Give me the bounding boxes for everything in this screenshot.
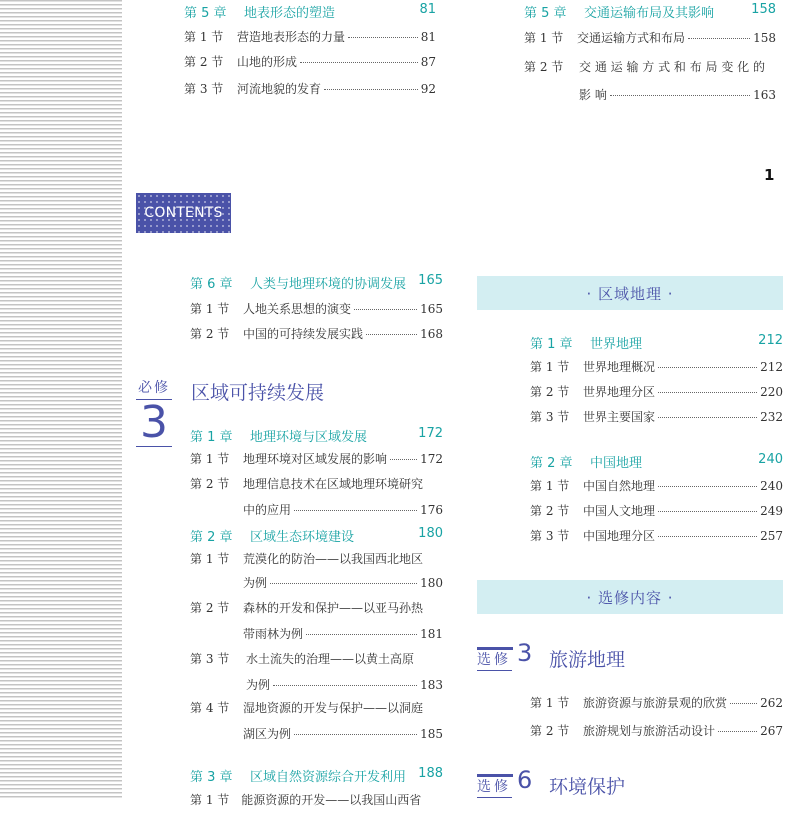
section-title-line2: 为例 [243, 576, 268, 590]
section-page: 87 [420, 55, 436, 69]
section-entry[interactable] [530, 691, 783, 716]
section-number: 第 1 节 [190, 452, 230, 466]
section-title-line2: 中的应用 [243, 503, 292, 517]
leader-dots [324, 89, 418, 90]
chapter-title: 交通运输布局及其影响 [584, 6, 715, 21]
section-number: 第 1 节 [530, 360, 570, 374]
section-title-line2: 带雨林为例 [243, 627, 304, 641]
section-title: 中国人文地理 [583, 504, 656, 518]
section-page: 168 [420, 327, 443, 341]
section-entry[interactable] [190, 447, 443, 472]
section-entry-partial[interactable] [190, 788, 443, 813]
module-title[interactable]: 区域可持续发展 [191, 382, 325, 404]
chapter-number: 第 5 章 [524, 6, 567, 21]
section-entry[interactable] [524, 55, 776, 108]
module-tag: 必修 [136, 377, 172, 400]
section-page: 220 [760, 385, 783, 399]
section-entry[interactable] [190, 322, 443, 347]
section-number: 第 2 节 [184, 55, 224, 69]
section-entry[interactable] [530, 524, 783, 549]
chapter-heading[interactable] [524, 2, 776, 22]
section-number: 第 2 节 [530, 504, 570, 518]
section-banner-regional: · 区域地理 · [477, 276, 783, 310]
section-number: 第 1 节 [184, 30, 224, 44]
section-number: 第 3 节 [190, 652, 230, 666]
leader-dots [348, 37, 418, 38]
chapter-page: 165 [418, 273, 443, 288]
section-title-line1: 交 通 运 输 方 式 和 布 局 变 化 的 [579, 60, 765, 74]
section-entry[interactable] [530, 380, 783, 405]
section-banner-elective: · 选修内容 · [477, 580, 783, 614]
elective-tag: 选修 [477, 776, 512, 798]
leader-dots [273, 685, 417, 686]
module-number: 3 [136, 400, 172, 447]
section-page: 262 [760, 696, 783, 710]
chapter-page: 188 [418, 766, 443, 781]
section-number: 第 2 节 [190, 601, 230, 615]
section-title: 中国地理分区 [583, 529, 656, 543]
section-entry[interactable] [530, 499, 783, 524]
elective-title: 旅游地理 [549, 649, 626, 671]
section-title: 世界主要国家 [583, 410, 656, 424]
leader-dots [610, 95, 750, 96]
chapter-number: 第 6 章 [190, 277, 233, 292]
leader-dots [658, 511, 757, 512]
chapter-page: 240 [758, 452, 783, 467]
leader-dots [730, 703, 757, 704]
contents-label: CONTENTS [136, 193, 231, 233]
section-page: 240 [760, 479, 783, 493]
elective-number: 6 [517, 766, 533, 794]
leader-dots [658, 417, 757, 418]
chapter-heading[interactable] [184, 2, 436, 22]
section-number: 第 1 节 [190, 302, 230, 316]
section-title: 世界地理分区 [583, 385, 656, 399]
module-marker [136, 377, 172, 447]
section-page: 176 [420, 503, 443, 517]
section-title: 旅游资源与旅游景观的欣赏 [583, 696, 728, 710]
chapter-title: 世界地理 [590, 337, 643, 352]
leader-dots [270, 583, 417, 584]
section-page: 257 [760, 529, 783, 543]
section-number: 第 3 节 [530, 410, 570, 424]
section-page: 163 [753, 88, 776, 102]
chapter-title: 地理环境与区域发展 [250, 430, 368, 445]
section-title-line1: 森林的开发和保护——以亚马孙热 [243, 601, 424, 615]
section-page: 180 [420, 576, 443, 590]
leader-dots [306, 634, 417, 635]
section-title-line1: 湿地资源的开发与保护——以洞庭 [243, 701, 424, 715]
chapter-heading[interactable] [190, 526, 443, 546]
section-number: 第 1 节 [524, 31, 564, 45]
section-title-line2: 湖区为例 [243, 727, 292, 741]
section-number: 第 1 节 [530, 479, 570, 493]
section-number: 第 2 节 [530, 385, 570, 399]
section-entry[interactable] [190, 696, 443, 747]
chapter-page: 81 [419, 2, 436, 17]
leader-dots [658, 392, 757, 393]
leader-dots [294, 510, 417, 511]
section-title: 地理环境对区域发展的影响 [243, 452, 388, 466]
section-page: 92 [420, 82, 436, 96]
section-page: 249 [760, 504, 783, 518]
chapter-number: 第 2 章 [190, 530, 233, 545]
section-entry[interactable] [184, 50, 436, 75]
section-title-line1: 地理信息技术在区域地理环境研究 [243, 477, 424, 491]
chapter-title: 区域生态环境建设 [250, 530, 355, 545]
section-title: 中国自然地理 [583, 479, 656, 493]
section-number: 第 2 节 [190, 477, 230, 491]
toc-top-left [184, 0, 436, 110]
toc-top-right [524, 0, 776, 110]
chapter-title: 地表形态的塑造 [244, 6, 336, 21]
chapter-heading[interactable] [530, 452, 783, 472]
page-number: 1 [764, 166, 775, 184]
section-number: 第 2 节 [530, 724, 570, 738]
elective-number: 3 [517, 639, 533, 667]
section-page: 81 [420, 30, 436, 44]
section-title-line1: 水土流失的治理——以黄土高原 [246, 652, 415, 666]
leader-dots [718, 731, 757, 732]
section-number: 第 3 节 [184, 82, 224, 96]
toc-left-column [190, 270, 443, 807]
section-title: 旅游规划与旅游活动设计 [583, 724, 716, 738]
section-page: 185 [420, 727, 443, 741]
section-entry[interactable] [190, 596, 443, 647]
toc-right-column [530, 330, 783, 750]
section-entry[interactable] [530, 719, 783, 744]
section-page: 165 [420, 302, 443, 316]
leader-dots [390, 459, 417, 460]
chapter-page: 180 [418, 526, 443, 541]
section-title: 第 1 节 能源资源的开发——以我国山西省 [190, 793, 422, 807]
section-number: 第 1 节 [190, 552, 230, 566]
section-entry[interactable] [190, 547, 443, 596]
section-number: 第 4 节 [190, 701, 230, 715]
leader-dots [300, 62, 418, 63]
chapter-title: 区域自然资源综合开发利用 [250, 770, 407, 785]
chapter-heading[interactable] [190, 766, 443, 786]
elective-title: 环境保护 [549, 776, 626, 798]
chapter-number: 第 3 章 [190, 770, 233, 785]
chapter-page: 158 [751, 2, 776, 17]
elective-tag: 选修 [477, 649, 512, 671]
section-page: 183 [420, 678, 443, 692]
section-number: 第 1 节 [530, 696, 570, 710]
section-title: 山地的形成 [237, 55, 298, 69]
leader-dots [688, 38, 750, 39]
section-entry[interactable] [530, 474, 783, 499]
chapter-title: 中国地理 [590, 456, 643, 471]
section-title-line2: 影 响 [579, 88, 607, 102]
section-number: 第 3 节 [530, 529, 570, 543]
section-title: 营造地表形态的力量 [237, 30, 346, 44]
section-title: 世界地理概况 [583, 360, 656, 374]
leader-dots [658, 536, 757, 537]
section-page: 158 [753, 31, 776, 45]
chapter-number: 第 2 章 [530, 456, 573, 471]
section-title: 中国的可持续发展实践 [243, 327, 364, 341]
chapter-heading[interactable] [190, 426, 443, 446]
leader-dots [658, 486, 757, 487]
section-entry[interactable] [190, 297, 443, 322]
chapter-heading[interactable] [530, 333, 783, 353]
leader-dots [354, 309, 417, 310]
section-title-line2: 为例 [246, 678, 271, 692]
section-page: 232 [760, 410, 783, 424]
chapter-number: 第 1 章 [530, 337, 573, 352]
section-title: 河流地貌的发育 [237, 82, 322, 96]
section-entry[interactable] [190, 472, 443, 523]
section-entry[interactable] [184, 77, 436, 102]
chapter-heading[interactable] [190, 273, 443, 293]
chapter-number: 第 5 章 [184, 6, 227, 21]
section-entry[interactable] [190, 647, 443, 698]
section-number: 第 2 节 [190, 327, 230, 341]
section-title-line1: 荒漠化的防治——以我国西北地区 [243, 552, 424, 566]
leader-dots [366, 334, 417, 335]
chapter-page: 212 [758, 333, 783, 348]
elective-module-3[interactable] [477, 639, 777, 673]
chapter-title: 人类与地理环境的协调发展 [250, 277, 407, 292]
section-page: 181 [420, 627, 443, 641]
section-entry[interactable] [530, 355, 783, 380]
leader-dots [294, 734, 417, 735]
section-page: 172 [420, 452, 443, 466]
chapter-number: 第 1 章 [190, 430, 233, 445]
section-entry[interactable] [524, 26, 776, 51]
section-page: 267 [760, 724, 783, 738]
chapter-page: 172 [418, 426, 443, 441]
section-entry[interactable] [530, 405, 783, 430]
leader-dots [658, 367, 757, 368]
elective-module-6[interactable] [477, 766, 777, 800]
section-title: 交通运输方式和布局 [577, 31, 686, 45]
striped-margin [0, 0, 122, 800]
section-number: 第 2 节 [524, 60, 564, 74]
section-title: 人地关系思想的演变 [243, 302, 352, 316]
section-entry[interactable] [184, 25, 436, 50]
section-page: 212 [760, 360, 783, 374]
